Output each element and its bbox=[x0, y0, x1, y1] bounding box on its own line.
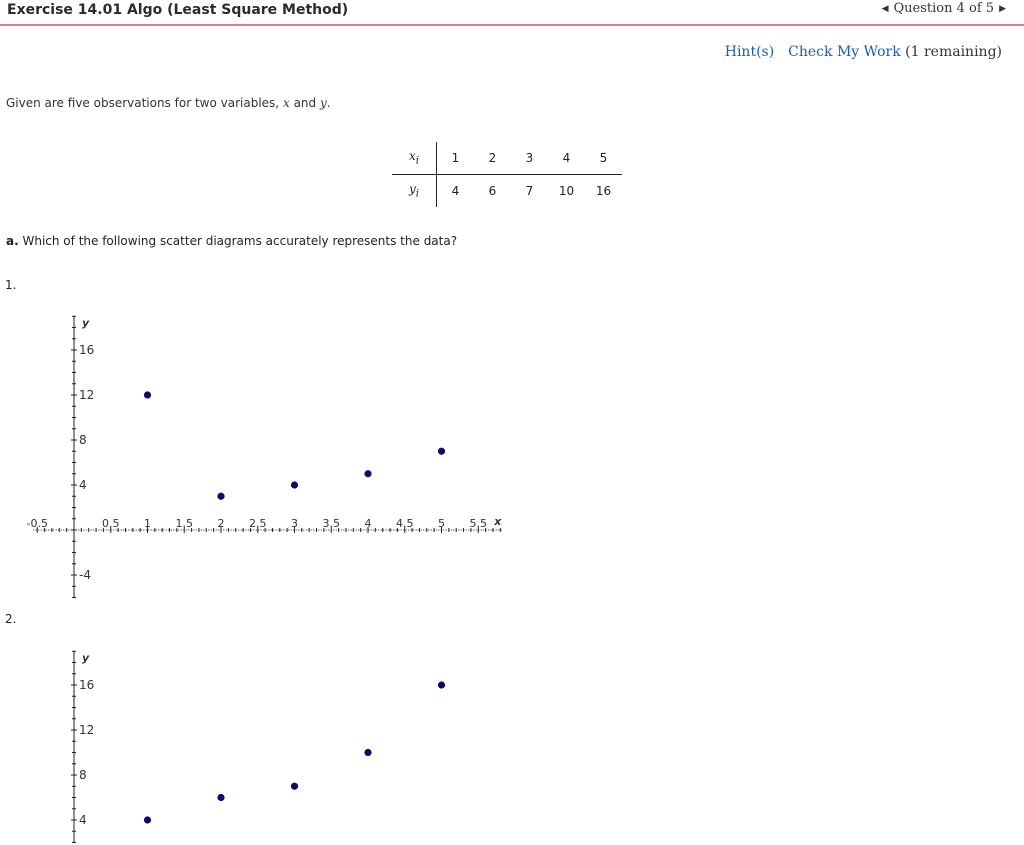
x-header-sub: i bbox=[415, 155, 419, 167]
x-axis-label: x bbox=[494, 515, 502, 528]
y-axis-label: y bbox=[82, 316, 90, 330]
question-part: a. bbox=[6, 234, 19, 248]
data-point bbox=[291, 481, 298, 488]
y-tick-label: 12 bbox=[79, 388, 95, 402]
x-tick-label: 3 bbox=[291, 517, 298, 530]
y-tick-label: 16 bbox=[79, 678, 95, 692]
question-text: Which of the following scatter diagrams accurately represents the data? bbox=[22, 234, 458, 248]
y-cell: 16 bbox=[595, 184, 612, 198]
y-tick-label: 12 bbox=[79, 723, 95, 737]
x-tick-label: 1 bbox=[144, 517, 151, 530]
hints-link[interactable]: Hint(s) bbox=[724, 44, 775, 60]
x-cell: 1 bbox=[437, 142, 475, 175]
intro-var-y: y bbox=[319, 96, 327, 110]
question-nav bbox=[882, 1, 1006, 16]
x-tick-label: 2 bbox=[217, 517, 225, 530]
y-tick-label: 16 bbox=[79, 343, 95, 357]
y-tick-label: 8 bbox=[79, 433, 87, 447]
data-point bbox=[364, 470, 371, 477]
toolbar bbox=[725, 44, 1002, 60]
x-tick-label: 4 bbox=[364, 517, 372, 530]
y-tick-label: 4 bbox=[79, 813, 87, 827]
y-axis-label: y bbox=[82, 651, 90, 665]
x-cell: 5 bbox=[585, 142, 622, 175]
x-tick-label: 3.5 bbox=[322, 517, 340, 530]
data-point bbox=[291, 783, 298, 790]
remaining-count: (1 remaining) bbox=[905, 44, 1002, 60]
y-tick-label: -4 bbox=[79, 568, 91, 582]
scatter-chart-1[interactable] bbox=[0, 300, 540, 605]
y-tick-label: 8 bbox=[79, 768, 87, 782]
option-2-label[interactable]: 2. bbox=[5, 612, 17, 626]
x-cell: 4 bbox=[548, 142, 585, 175]
intro-and: and bbox=[293, 96, 317, 110]
data-point bbox=[438, 681, 445, 688]
x-header-label: x bbox=[409, 149, 416, 164]
data-point bbox=[364, 749, 371, 756]
y-header-label: y bbox=[409, 182, 416, 197]
prev-question-icon[interactable]: ◀ bbox=[881, 3, 889, 14]
intro-suffix: . bbox=[326, 96, 331, 110]
x-cell: 2 bbox=[474, 142, 511, 175]
data-point bbox=[438, 448, 445, 455]
y-cell: 4 bbox=[451, 184, 460, 198]
question-a bbox=[6, 234, 457, 248]
y-cell: 10 bbox=[558, 184, 575, 198]
x-header bbox=[392, 142, 437, 175]
observation-table bbox=[392, 142, 622, 207]
x-tick-label: 2.5 bbox=[249, 517, 267, 530]
data-point bbox=[217, 794, 224, 801]
x-tick-label: 5 bbox=[438, 517, 445, 530]
question-counter: Question 4 of 5 bbox=[893, 1, 995, 16]
data-point bbox=[217, 493, 224, 500]
option-1-label[interactable]: 1. bbox=[5, 278, 17, 292]
intro-var-x: x bbox=[282, 96, 290, 110]
intro-text bbox=[6, 96, 331, 110]
intro-prefix: Given are five observations for two variables, bbox=[6, 96, 280, 110]
x-tick-label: 1.5 bbox=[175, 517, 193, 530]
scatter-chart-2[interactable] bbox=[0, 635, 540, 845]
y-cell: 6 bbox=[488, 184, 497, 198]
exercise-title: Exercise 14.01 Algo (Least Square Method) bbox=[7, 2, 349, 18]
x-tick-label: 0.5 bbox=[102, 517, 120, 530]
x-row bbox=[392, 142, 622, 175]
y-cell: 7 bbox=[525, 184, 534, 198]
next-question-icon[interactable]: ▶ bbox=[999, 3, 1006, 14]
x-tick-label: 4.5 bbox=[396, 517, 414, 530]
check-my-work-link[interactable]: Check My Work bbox=[788, 44, 901, 60]
y-header-sub: i bbox=[415, 188, 419, 200]
y-row bbox=[392, 175, 622, 208]
y-tick-label: 4 bbox=[79, 478, 87, 492]
x-tick-label: 5.5 bbox=[469, 517, 487, 530]
y-header bbox=[392, 175, 437, 208]
data-point bbox=[144, 816, 151, 823]
x-tick-label: -0.5 bbox=[26, 517, 48, 530]
data-point bbox=[144, 391, 151, 398]
x-cell: 3 bbox=[511, 142, 548, 175]
header-bar bbox=[0, 0, 1024, 26]
